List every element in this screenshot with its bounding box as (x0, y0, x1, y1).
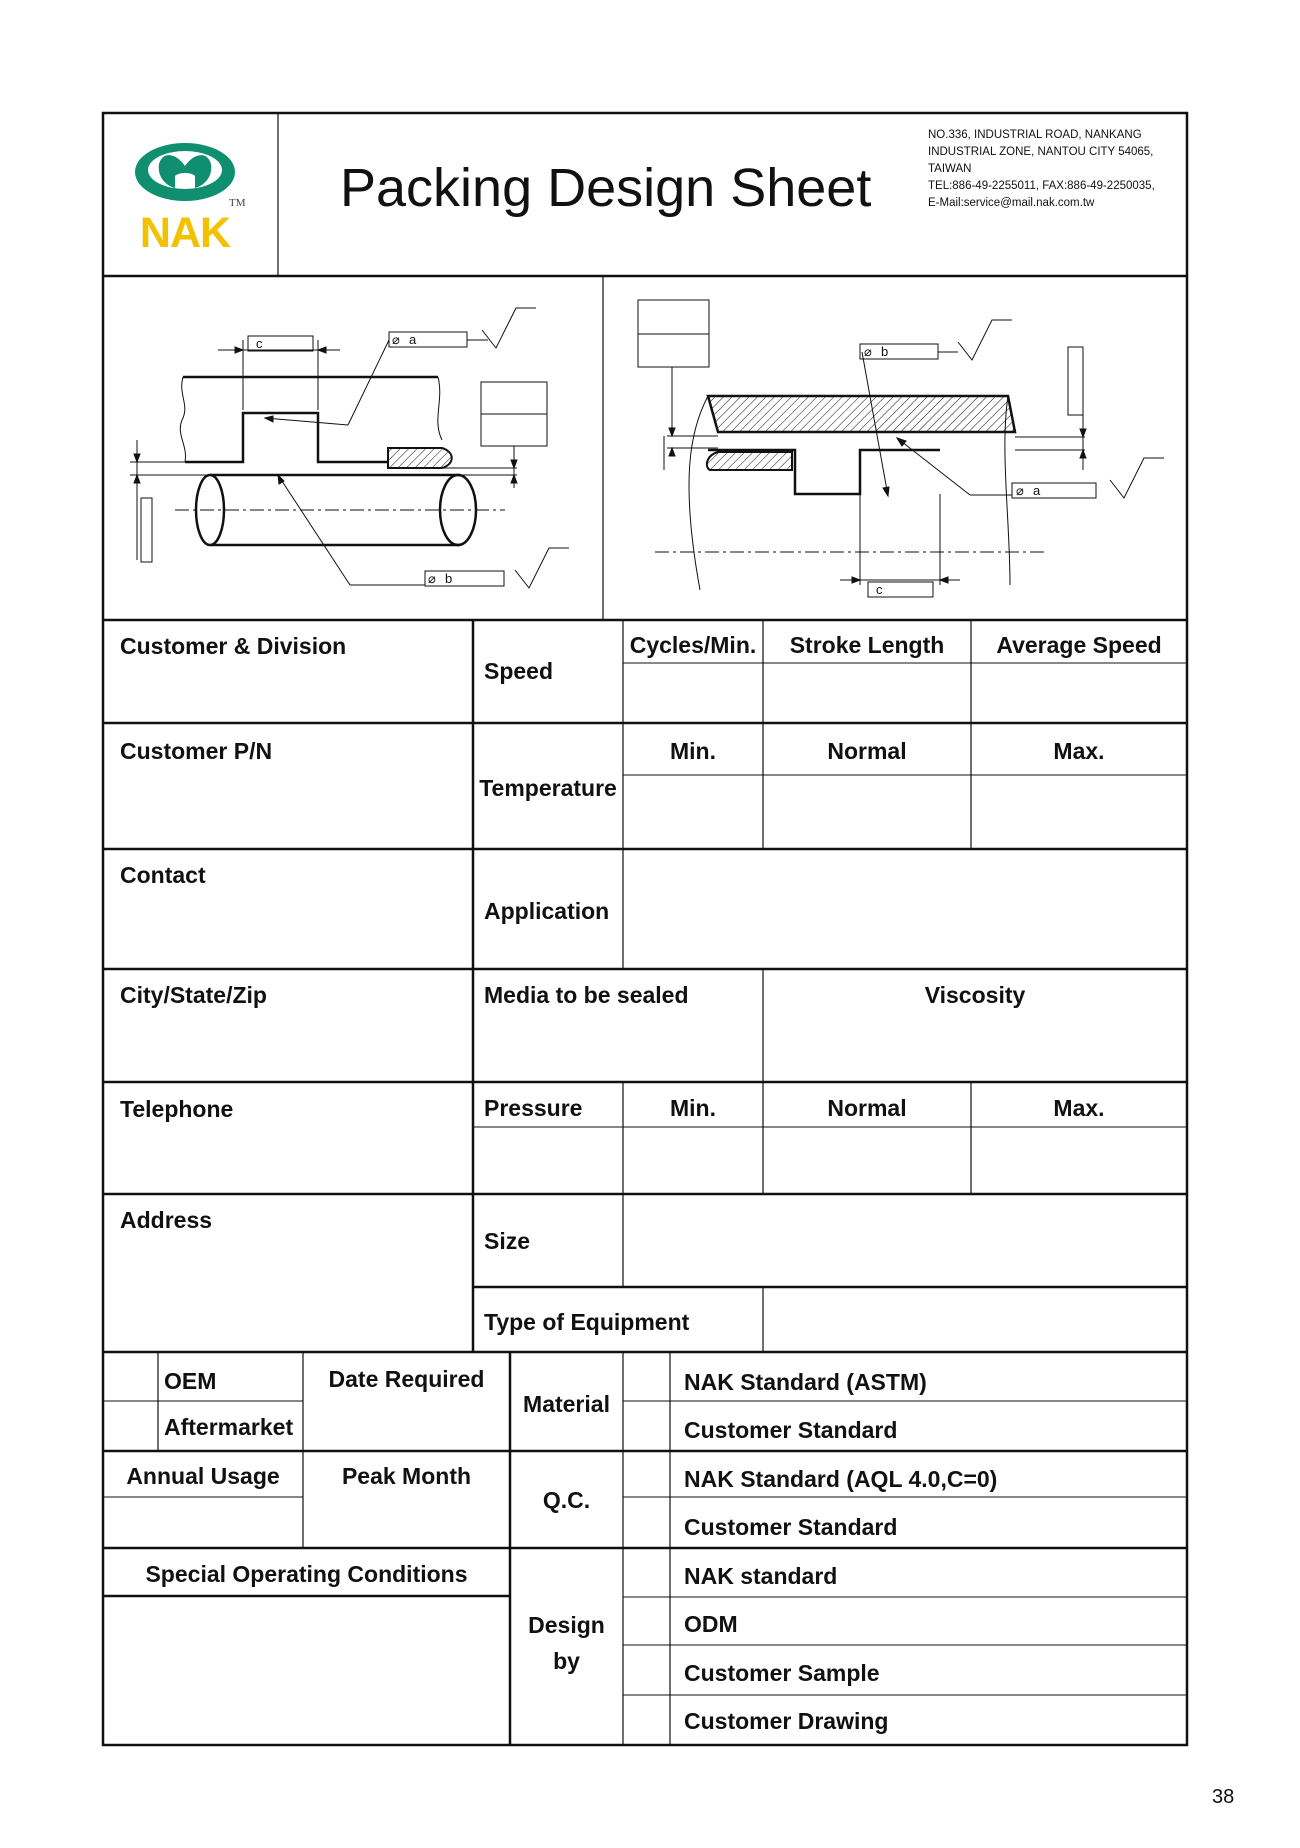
svg-text:a: a (409, 332, 417, 347)
odm-checkbox[interactable] (624, 1598, 669, 1644)
stroke-length-label: Stroke Length (789, 632, 945, 658)
customer-pn-label: Customer P/N (120, 738, 273, 764)
contact-label: Contact (120, 862, 206, 888)
customer-drawing-checkbox[interactable] (624, 1696, 669, 1744)
media-label: Media to be sealed (484, 982, 689, 1008)
temp-max-label: Max. (1053, 738, 1105, 764)
special-conditions-label: Special Operating Conditions (145, 1561, 468, 1587)
date-required-label: Date Required (328, 1366, 485, 1392)
temperature-label: Temperature (479, 775, 617, 801)
material-label: Material (523, 1391, 610, 1417)
average-speed-label: Average Speed (996, 632, 1162, 658)
option-nak-standard: NAK standard (684, 1563, 838, 1589)
svg-text:⌀: ⌀ (392, 332, 400, 347)
qc-label: Q.C. (542, 1487, 591, 1513)
svg-text:c: c (876, 582, 883, 597)
temp-min-label: Min. (670, 738, 716, 764)
application-label: Application (484, 898, 610, 924)
customer-sample-checkbox[interactable] (624, 1646, 669, 1694)
city-state-zip-label: City/State/Zip (120, 982, 267, 1008)
pressure-label: Pressure (484, 1095, 583, 1121)
svg-text:⌀: ⌀ (864, 344, 872, 359)
by-label: by (553, 1648, 580, 1674)
option-customer-standard-qc: Customer Standard (684, 1514, 898, 1540)
option-customer-drawing: Customer Drawing (684, 1708, 889, 1734)
annual-usage-label: Annual Usage (126, 1463, 280, 1489)
svg-text:a: a (1033, 483, 1041, 498)
design-label: Design (528, 1612, 605, 1638)
option-nak-astm: NAK Standard (ASTM) (684, 1369, 927, 1395)
temp-normal-label: Normal (827, 738, 907, 764)
svg-text:⌀: ⌀ (428, 571, 436, 586)
cycles-label: Cycles/Min. (629, 632, 757, 658)
svg-text:TM: TM (229, 197, 246, 209)
nak-standard-checkbox[interactable] (624, 1549, 669, 1596)
oem-label: OEM (164, 1368, 217, 1394)
option-customer-standard-material: Customer Standard (684, 1417, 898, 1443)
svg-text:c: c (256, 336, 263, 351)
pressure-normal-label: Normal (827, 1095, 907, 1121)
svg-text:b: b (881, 344, 889, 359)
svg-text:b: b (445, 571, 453, 586)
svg-text:⌀: ⌀ (1016, 483, 1024, 498)
option-customer-sample: Customer Sample (684, 1660, 880, 1686)
aftermarket-label: Aftermarket (164, 1414, 294, 1440)
nak-astm-checkbox[interactable] (624, 1353, 669, 1400)
telephone-label: Telephone (120, 1096, 234, 1122)
speed-label: Speed (484, 658, 554, 684)
customer-division-label: Customer & Division (120, 633, 347, 659)
pressure-min-label: Min. (670, 1095, 716, 1121)
page-title: Packing Design Sheet (340, 158, 872, 218)
company-address: NO.336, INDUSTRIAL ROAD, NANKANG INDUSTRIAL ZONE, NANTOU CITY 54065, TAIWAN TEL:886-49-2255011, FAX:886-49-2250035, E-Mail:service@mail.nak.com.tw (928, 129, 1155, 209)
aftermarket-checkbox[interactable] (104, 1402, 157, 1450)
address-label: Address (120, 1207, 213, 1233)
type-equipment-label: Type of Equipment (484, 1309, 690, 1335)
page-number: 38 (1212, 1786, 1235, 1808)
logo-text: NAK (139, 209, 231, 257)
oem-checkbox[interactable] (104, 1353, 157, 1400)
option-odm: ODM (684, 1611, 738, 1637)
size-label: Size (484, 1228, 531, 1254)
customer-standard-qc-checkbox[interactable] (624, 1498, 669, 1547)
viscosity-label: Viscosity (924, 982, 1026, 1008)
option-nak-aql: NAK Standard (AQL 4.0,C=0) (684, 1466, 998, 1492)
customer-standard-material-checkbox[interactable] (624, 1402, 669, 1450)
pressure-max-label: Max. (1053, 1095, 1105, 1121)
peak-month-label: Peak Month (341, 1463, 472, 1489)
nak-aql-checkbox[interactable] (624, 1452, 669, 1496)
